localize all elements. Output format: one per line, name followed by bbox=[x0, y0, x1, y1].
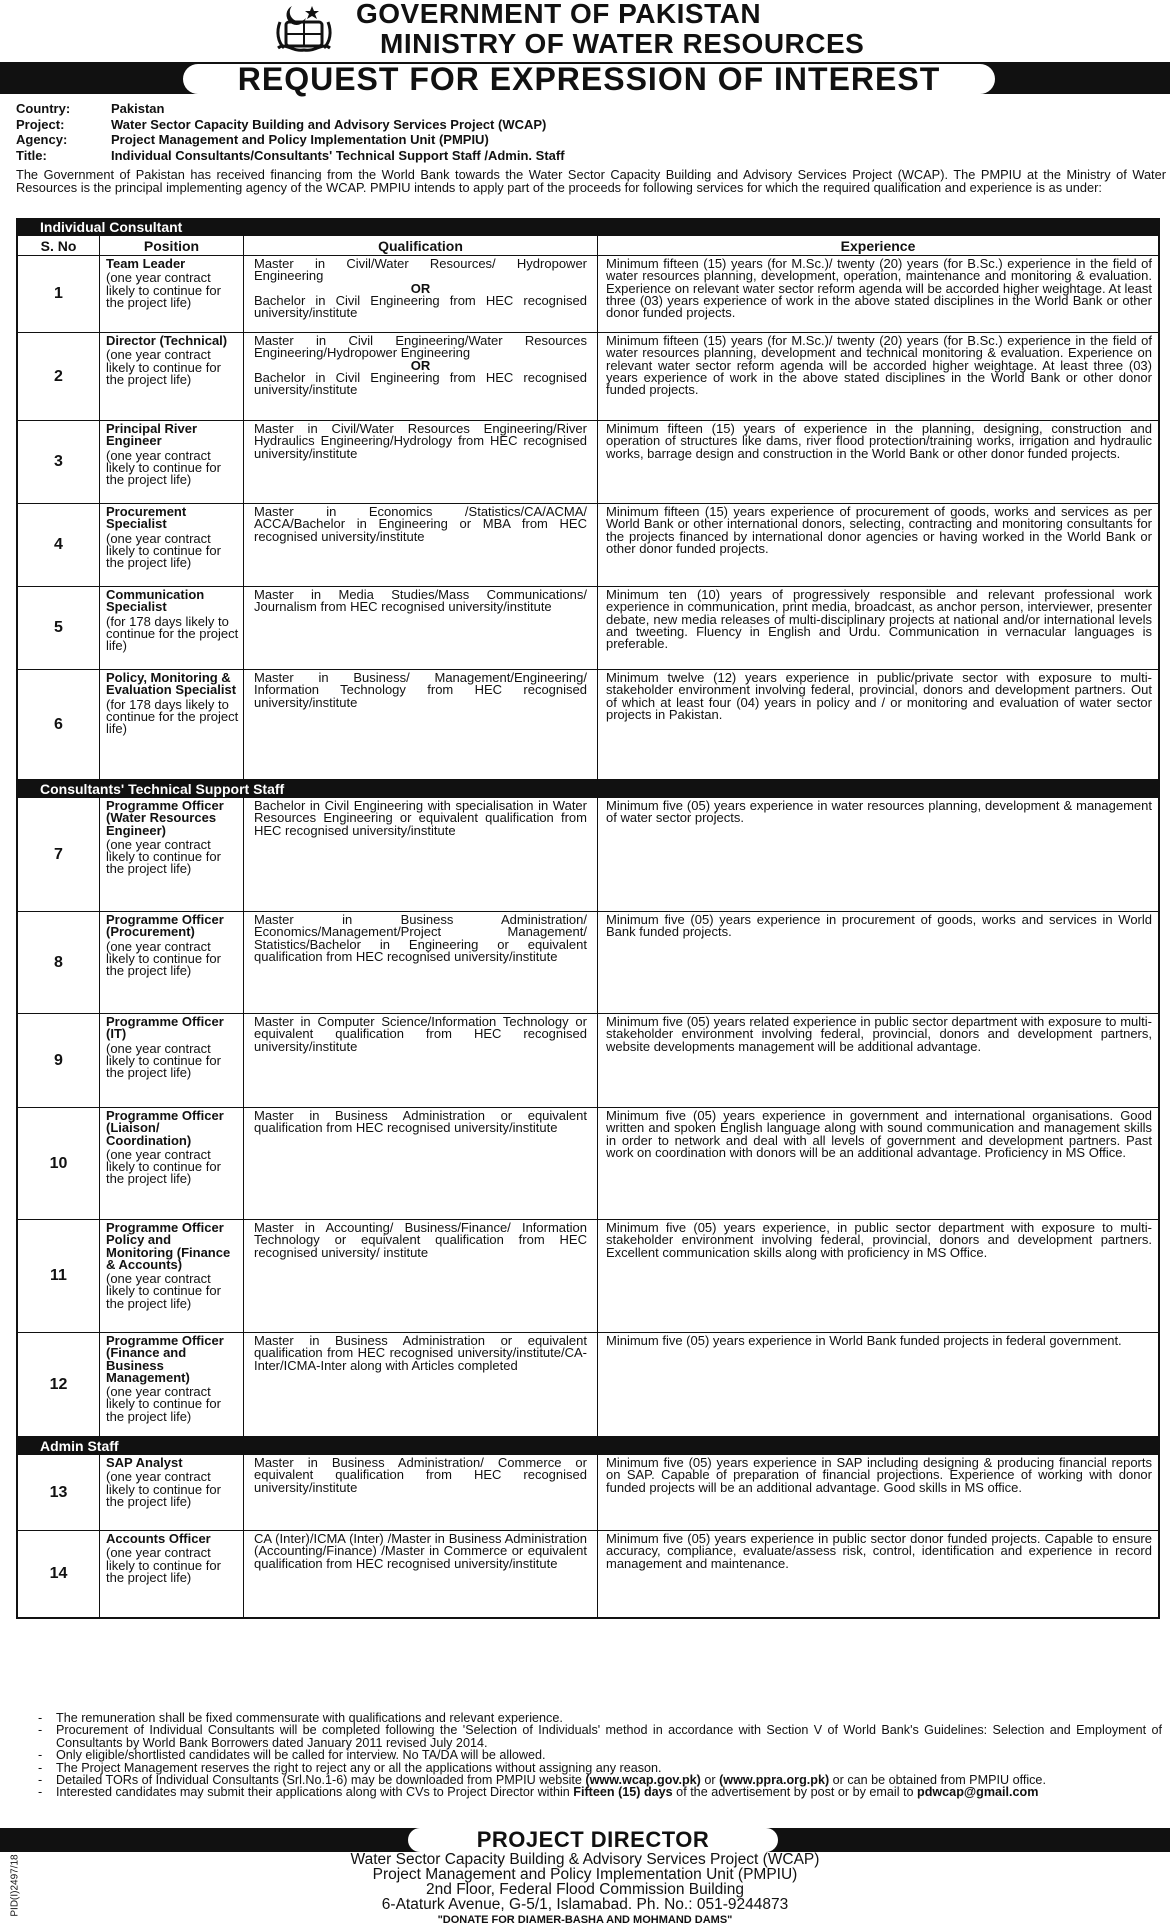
qualification-text: CA (Inter)/ICMA (Inter) /Master in Business Administration (Accounting/Finance) /Master in Commerce or equivalent qualification from HEC recognised university/institute bbox=[254, 1531, 587, 1571]
serial-number: 8 bbox=[18, 912, 100, 1013]
position-cell bbox=[100, 1220, 244, 1332]
qualification-or: OR bbox=[410, 357, 431, 373]
qualification-cell bbox=[244, 1220, 598, 1332]
note-item: - Interested candidates may submit their applications along with CVs to Project Director within Fifteen (15) days of the advertisement by post or by email to pdwcap@gmail.com bbox=[20, 1786, 1162, 1798]
contract-duration: (one year contract likely to continue for the project life) bbox=[106, 836, 221, 877]
address-line: Water Sector Capacity Building & Advisory Services Project (WCAP) bbox=[350, 1851, 820, 1868]
table-row bbox=[18, 256, 1158, 333]
qualification-text: Master in Civil/Water Resources/ Hydropower Engineering bbox=[254, 256, 587, 284]
section-header: Individual Consultant bbox=[18, 218, 1158, 236]
contract-duration: (one year contract likely to continue for the project life) bbox=[106, 1271, 221, 1311]
experience-cell: Minimum five (05) years experience in procurement of goods, works and services in World Bank funded projects. bbox=[606, 912, 1152, 940]
table-row bbox=[18, 421, 1158, 504]
meta-key: Project: bbox=[16, 116, 65, 132]
qualification-cell bbox=[244, 1455, 598, 1530]
position-cell bbox=[100, 421, 244, 503]
position-title: Programme Officer (IT) bbox=[106, 1014, 224, 1042]
position-title: Communication Specialist bbox=[106, 587, 205, 615]
position-title: Principal River Engineer bbox=[106, 421, 198, 449]
serial-number: 11 bbox=[18, 1220, 100, 1332]
contract-duration: (one year contract likely to continue for the project life) bbox=[106, 347, 221, 387]
experience-cell: Minimum five (05) years experience in public sector donor funded projects. Capable to ensure accuracy, compliance, evaluate/assess risk, control, identification and experience in record management and maintenance. bbox=[606, 1531, 1152, 1571]
position-title: SAP Analyst bbox=[106, 1455, 183, 1470]
meta-row bbox=[16, 117, 565, 133]
qualification-text: Bachelor in Civil Engineering with specialisation in Water Resources Engineering or equivalent qualification from HEC recognised university/institute bbox=[254, 798, 587, 838]
serial-number: 10 bbox=[18, 1108, 100, 1219]
serial-number: 6 bbox=[18, 670, 100, 779]
state-emblem-icon bbox=[272, 2, 336, 54]
note-item: - Only eligible/shortlisted candidates will be called for interview. No TA/DA will be allowed. bbox=[20, 1749, 1162, 1761]
experience-cell: Minimum twelve (12) years experience in public/private sector with exposure to multi-stakeholder environment involving federal, provincial, donors and development partners. Out of which at least four (04) years in policy and / or monitoring and evaluation of water sector projects in Pakistan. bbox=[606, 670, 1152, 722]
note-item: - Detailed TORs of Individual Consultants (Srl.No.1-6) may be downloaded from PMPIU website (www.wcap.gov.pk) or (www.ppra.org.pk) or can be obtained from PMPIU office. bbox=[20, 1774, 1162, 1786]
qualification-text: Master in Computer Science/Information Technology or equivalent qualification from HEC recognised university/institute bbox=[254, 1014, 587, 1054]
meta-value: Project Management and Policy Implementation Unit (PMPIU) bbox=[111, 132, 489, 147]
serial-number: 12 bbox=[18, 1333, 100, 1436]
qualification-cell bbox=[244, 587, 598, 669]
qualification-text: Master in Civil Engineering/Water Resources Engineering/Hydropower Engineering bbox=[254, 333, 587, 361]
meta-key: Title: bbox=[16, 147, 47, 163]
address-line: 2nd Floor, Federal Flood Commission Building bbox=[426, 1881, 744, 1898]
table-row bbox=[18, 504, 1158, 587]
experience-cell: Minimum five (05) years experience, in public sector department with exposure to multi-stakeholder environment involving federal, provincial, donors and development partners. Excellent communication skills along with proficiency in MS Office. bbox=[606, 1220, 1152, 1260]
position-title: Accounts Officer bbox=[106, 1531, 211, 1546]
contract-duration: (one year contract likely to continue for the project life) bbox=[106, 530, 221, 571]
column-header-qualification: Qualification bbox=[244, 236, 598, 255]
qualification-text: Master in Economics /Statistics/CA/ACMA/ ACCA/Bachelor in Engineering or MBA from HEC recognised university/institute bbox=[254, 504, 587, 544]
position-cell bbox=[100, 1531, 244, 1617]
table-row bbox=[18, 1455, 1158, 1531]
position-title: Programme Officer (Procurement) bbox=[106, 912, 224, 940]
email-link[interactable]: pdwcap@gmail.com bbox=[917, 1785, 1039, 1800]
qualification-text: Master in Business/ Management/Engineering/ Information Technology from HEC recognised university/institute bbox=[254, 670, 587, 710]
position-cell bbox=[100, 1333, 244, 1436]
page-title: REQUEST FOR EXPRESSION OF INTEREST bbox=[183, 64, 995, 94]
section-header: Consultants' Technical Support Staff bbox=[18, 780, 1158, 798]
ministry-heading: MINISTRY OF WATER RESOURCES bbox=[380, 28, 865, 59]
ad-code: PID(I)2497/18 bbox=[9, 1854, 21, 1917]
table-row bbox=[18, 587, 1158, 670]
website-link[interactable]: (www.ppra.org.pk) bbox=[719, 1773, 830, 1788]
qualification-cell bbox=[244, 256, 598, 332]
position-title: Programme Officer (Finance and Business Management) bbox=[106, 1333, 224, 1385]
table-row bbox=[18, 1333, 1158, 1437]
position-cell bbox=[100, 670, 244, 779]
contract-duration: (one year contract likely to continue for the project life) bbox=[106, 1469, 221, 1509]
experience-cell: Minimum five (05) years experience in SAP including designing & producing financial reports on SAP. Capable of preparation of financial projections. Experience of working with donor funded projects will be an additional advantage. Good skills in MS office. bbox=[606, 1455, 1152, 1495]
serial-number: 14 bbox=[18, 1531, 100, 1617]
meta-key: Agency: bbox=[16, 132, 68, 147]
table-row bbox=[18, 1108, 1158, 1220]
table-row bbox=[18, 1220, 1158, 1333]
column-header-row bbox=[18, 236, 1158, 256]
table-row bbox=[18, 798, 1158, 912]
contract-duration: (one year contract likely to continue for the project life) bbox=[106, 1545, 221, 1585]
position-cell bbox=[100, 504, 244, 586]
qualification-cell bbox=[244, 421, 598, 503]
column-header-experience: Experience bbox=[840, 238, 916, 254]
qualification-text: Master in Accounting/ Business/Finance/ Information Technology or equivalent qualification from HEC recognised university/ institute bbox=[254, 1220, 587, 1260]
meta-row bbox=[16, 132, 565, 148]
serial-number: 2 bbox=[18, 333, 100, 420]
experience-cell: Minimum five (05) years experience in water resources planning, development & management of water sector projects. bbox=[606, 798, 1152, 826]
qualification-cell bbox=[244, 1333, 598, 1436]
contract-duration: (for 178 days likely to continue for the project life) bbox=[106, 613, 239, 654]
position-cell bbox=[100, 912, 244, 1013]
contract-duration: (one year contract likely to continue for the project life) bbox=[106, 938, 221, 979]
experience-cell: Minimum fifteen (15) years of experience in the planning, designing, construction and operation of structures like dams, river flood protection/training works, irrigation and hydraulic works, barrage design and construction in the World Bank or other donor funded projects. bbox=[606, 421, 1152, 461]
serial-number: 9 bbox=[18, 1014, 100, 1107]
director-heading: PROJECT DIRECTOR bbox=[408, 1828, 778, 1852]
experience-cell: Minimum fifteen (15) years (for M.Sc.)/ twenty (20) years (for B.Sc.) experience in the field of water resources planning, development, operation, maintenance and monitoring & evaluation. Experience on relevant water sector reform agenda will be accorded higher weightage. At least three (03) years experience of work in the above stated disciplines in the World Bank or other donor funded projects. bbox=[606, 256, 1152, 321]
position-cell bbox=[100, 587, 244, 669]
experience-cell: Minimum fifteen (15) years experience of procurement of goods, works and services as per World Bank or other international donors, selecting, contracting and monitoring consultants for the projects financed by international donor agencies or having worked in the World Bank or other donor funded projects. bbox=[606, 504, 1152, 556]
government-heading: GOVERNMENT OF PAKISTAN bbox=[356, 0, 762, 29]
qualification-cell bbox=[244, 670, 598, 779]
qualification-cell bbox=[244, 1108, 598, 1219]
table-row bbox=[18, 333, 1158, 421]
qualification-or: OR bbox=[410, 280, 431, 296]
meta-key: Country: bbox=[16, 101, 71, 116]
serial-number: 1 bbox=[18, 256, 100, 332]
meta-value: Pakistan bbox=[111, 101, 165, 116]
table-row bbox=[18, 912, 1158, 1014]
position-title: Programme Officer (Water Resources Engineer) bbox=[106, 798, 224, 838]
experience-cell: Minimum ten (10) years of progressively responsible and relevant professional work experience in communication, print media, broadcast, as anchor person, interviewer, presenter debate, new media releases of multi-disciplinary projects at national and/or international levels and tweeting. Fluency in English and Urdu. Communication in vernacular languages is preferable. bbox=[606, 587, 1152, 652]
note-item: - The Project Management reserves the right to reject any or all the applications without assigning any reason. bbox=[20, 1762, 1162, 1774]
qualification-alt: Bachelor in Civil Engineering from HEC recognised university/institute bbox=[254, 369, 587, 398]
section-header: Admin Staff bbox=[18, 1437, 1158, 1455]
qualification-text: Master in Business Administration/ Commerce or equivalent qualification from HEC recognised university/institute bbox=[254, 1455, 587, 1495]
meta-row bbox=[16, 148, 565, 164]
qualification-cell bbox=[244, 1531, 598, 1617]
note-item: - Procurement of Individual Consultants will be completed following the 'Selection of Individuals' method in accordance with Section V of World Bank's Guidelines: Selection and Employment of Consultants by World Bank Borrowers dated January 2011 revised July 2014. bbox=[20, 1724, 1162, 1749]
qualification-text: Master in Business Administration/ Economics/Management/Project Management/ Statistics/Bachelor in Engineering or equivalent qualification from HEC recognised university/institute bbox=[254, 912, 587, 964]
table-row bbox=[18, 1531, 1158, 1617]
contract-duration: (one year contract likely to continue for the project life) bbox=[106, 1384, 221, 1424]
serial-number: 4 bbox=[18, 504, 100, 586]
position-cell bbox=[100, 1014, 244, 1107]
header bbox=[0, 0, 1170, 97]
experience-cell: Minimum five (05) years experience in government and international organisations. Good written and spoken English language along with sound communication and management skills in order to network and deal with all levels of government and development partners. Past work on coordination with donors will be an additional advantage. Proficiency in MS Office. bbox=[606, 1108, 1152, 1160]
contract-duration: (for 178 days likely to continue for the project life) bbox=[106, 696, 239, 737]
qualification-text: Master in Business Administration or equivalent qualification from HEC recognised university/institute bbox=[254, 1108, 587, 1136]
table-row bbox=[18, 670, 1158, 780]
qualification-cell bbox=[244, 504, 598, 586]
address-line: Project Management and Policy Implementation Unit (PMPIU) bbox=[372, 1866, 798, 1883]
slogan: "DONATE FOR DIAMER-BASHA AND MOHMAND DAMS" bbox=[437, 1914, 733, 1926]
qualification-text: Master in Media Studies/Mass Communications/ Journalism from HEC recognised university/institute bbox=[254, 587, 587, 615]
qualification-cell bbox=[244, 1014, 598, 1107]
address-line: 6-Ataturk Avenue, G-5/1, Islamabad. Ph. No.: 051-9244873 bbox=[381, 1896, 789, 1913]
experience-cell: Minimum fifteen (15) years (for M.Sc.)/ twenty (20) years (for B.Sc.) experience in the field of water resources planning, development and technical monitoring & evaluation. Experience on relevant water sector reform agenda will be accorded higher weightage. At least three (03) years experience of work in the above stated disciplines in the World Bank or other donor funded projects. bbox=[606, 333, 1152, 398]
project-meta bbox=[16, 101, 565, 163]
qualification-cell bbox=[244, 798, 598, 911]
position-title: Director (Technical) bbox=[106, 333, 228, 348]
deadline-text: Fifteen (15) days bbox=[573, 1785, 673, 1800]
notes-list bbox=[20, 1712, 1162, 1799]
position-title: Programme Officer Policy and Monitoring (Finance & Accounts) bbox=[106, 1220, 231, 1272]
serial-number: 7 bbox=[18, 798, 100, 911]
position-title: Policy, Monitoring & Evaluation Specialist bbox=[106, 670, 237, 698]
position-title: Programme Officer (Liaison/ Coordination) bbox=[106, 1108, 224, 1148]
website-link[interactable]: (www.wcap.gov.pk) bbox=[585, 1773, 701, 1788]
serial-number: 5 bbox=[18, 587, 100, 669]
experience-cell: Minimum five (05) years experience in World Bank funded projects in federal government. bbox=[606, 1333, 1122, 1348]
qualification-alt: Bachelor in Civil Engineering from HEC recognised university/institute bbox=[254, 292, 587, 321]
position-cell bbox=[100, 1455, 244, 1530]
qualification-cell bbox=[244, 333, 598, 420]
contract-duration: (one year contract likely to continue for the project life) bbox=[106, 1040, 221, 1081]
qualification-cell bbox=[244, 912, 598, 1013]
meta-value: Water Sector Capacity Building and Advisory Services Project (WCAP) bbox=[111, 116, 547, 132]
contract-duration: (one year contract likely to continue for the project life) bbox=[106, 1146, 221, 1187]
position-cell bbox=[100, 1108, 244, 1219]
qualification-text: Master in Civil/Water Resources Engineering/River Hydraulics Engineering/Hydrology from HEC recognised university/institute bbox=[254, 421, 587, 461]
position-title: Procurement Specialist bbox=[106, 504, 187, 532]
positions-table bbox=[16, 218, 1160, 1619]
serial-number: 3 bbox=[18, 421, 100, 503]
note-item: - The remuneration shall be fixed commensurate with qualifications and relevant experience. bbox=[20, 1712, 1162, 1724]
position-cell bbox=[100, 333, 244, 420]
column-header-no: S. No bbox=[18, 236, 100, 255]
table-row bbox=[18, 1014, 1158, 1108]
column-header-position: Position bbox=[100, 236, 244, 255]
intro-paragraph: The Government of Pakistan has received financing from the World Bank towards the Water Sector Capacity Building and Advisory Services Project (WCAP). The PMPIU at the Ministry of Water Resources is the principal implementing agency of the WCAP. PMPIU intends to apply part of the proceeds for following services for which the required qualification and experience is as under: bbox=[16, 167, 1166, 195]
meta-row bbox=[16, 101, 565, 117]
position-cell bbox=[100, 256, 244, 332]
position-cell bbox=[100, 798, 244, 911]
experience-cell: Minimum five (05) years related experience in public sector department with exposure to multi-stakeholder environment involving federal, provincial, donors and development partners, website developments management will be additional advantage. bbox=[606, 1014, 1152, 1054]
serial-number: 13 bbox=[18, 1455, 100, 1530]
contract-duration: (one year contract likely to continue for the project life) bbox=[106, 270, 221, 310]
meta-value: Individual Consultants/Consultants' Technical Support Staff /Admin. Staff bbox=[111, 147, 565, 163]
contract-duration: (one year contract likely to continue for the project life) bbox=[106, 447, 221, 488]
position-title: Team Leader bbox=[106, 256, 186, 271]
qualification-text: Master in Business Administration or equivalent qualification from HEC recognised university/institute/CA-Inter/ICMA-Inter along with Articles completed bbox=[254, 1333, 587, 1373]
address-block bbox=[0, 1852, 1170, 1912]
